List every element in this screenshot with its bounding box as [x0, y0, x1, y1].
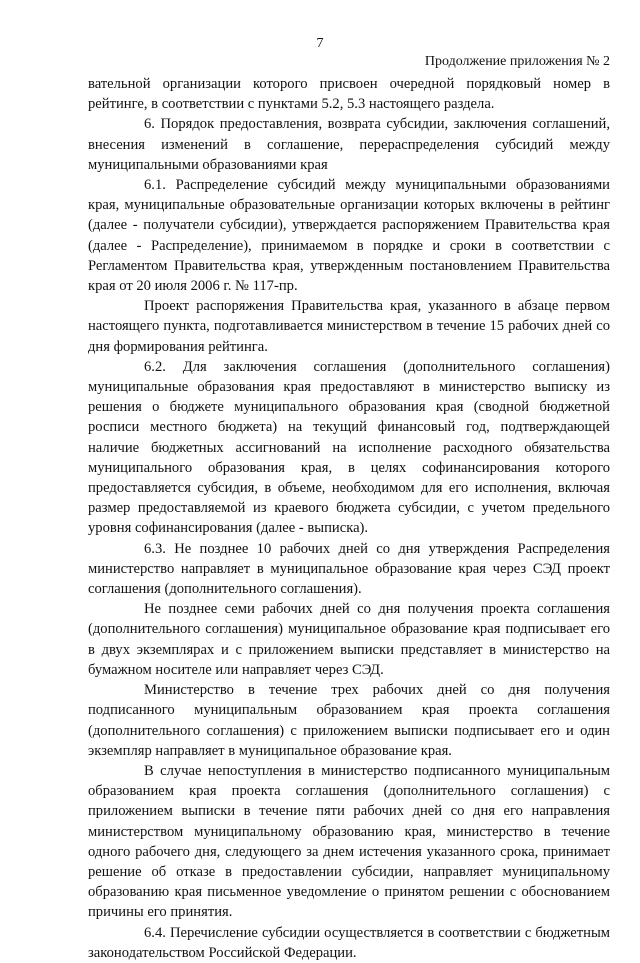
- paragraph-6-3: 6.3. Не позднее 10 рабочих дней со дня утверждения Распределения министерство направляет в муниципальное образование края через СЭД проект соглашения (дополнительного соглашения).: [88, 540, 610, 598]
- paragraph-6-3-ministry: Министерство в течение трех рабочих дней со дня получения подписанного муниципальным образованием края проекта соглашения (дополнительного соглашения) с приложением выписки подписывает его и один экземпляр направляет в муниципальное образование края.: [88, 682, 610, 759]
- paragraph-6-1: 6.1. Распределение субсидий между муниципальными образованиями края, муниципальные образовательные организации которых включены в рейтинг (далее - получатели субсидии), утверждается распоряжением Правительства края (далее - Распределение), принимаемом в порядке и сроки в соответствии с Регламентом Правительства края, утвержденным постановлением Правительства края от 20 июля 2006 г. № 117-пр.: [88, 177, 610, 295]
- document-body: [88, 74, 610, 963]
- page-number: 7: [316, 36, 324, 51]
- paragraph-6-3-signing: Не позднее семи рабочих дней со дня получения проекта соглашения (дополнительного соглашения) муниципальное образование края подписывает его в двух экземплярах и с приложением выписки представляет в министерство на бумажном носителе или направляет через СЭД.: [88, 601, 610, 678]
- paragraph-6-1-draft: Проект распоряжения Правительства края, указанного в абзаце первом настоящего пункта, подготавливается министерством в течение 15 рабочих дней со дня формирования рейтинга.: [88, 298, 610, 355]
- appendix-note: Продолжение приложения № 2: [424, 54, 610, 69]
- paragraph-section-6-heading: 6. Порядок предоставления, возврата субсидии, заключения соглашений, внесения изменений в соглашение, перераспределения субсидий между муниципальными образованиями края: [88, 116, 610, 173]
- paragraph-6-3-refusal: В случае непоступления в министерство подписанного муниципальным образованием края проекта соглашения (дополнительного соглашения) с приложением выписки в течение пяти рабочих дней со дня его направления министерством муниципальному образованию края, министерство в течение одного рабочего дня, следующего за днем истечения указанного срока, принимает решение об отказе в предоставлении субсидии, направляет муниципальному образованию края письменное уведомление о принятом решении с обоснованием причины его принятия.: [88, 762, 610, 921]
- paragraph-6-4: 6.4. Перечисление субсидии осуществляется в соответствии с бюджетным законодательством Российской Федерации.: [88, 924, 610, 961]
- paragraph-6-2: 6.2. Для заключения соглашения (дополнительного соглашения) муниципальные образования края предоставляют в министерство выписку из решения о бюджете муниципального образования края (сводной бюджетной росписи местного бюджета) на текущий финансовый год, подтверждающей наличие бюджетных ассигнований на исполнение расходного обязательства муниципального образования края, в целях софинансирования которого предоставляется субсидия, в объеме, необходимом для его исполнения, включая размер предоставляемой из краевого бюджета субсидии, с учетом предельного уровня софинансирования (далее - выписка).: [88, 358, 610, 537]
- paragraph-continuation: вательной организации которого присвоен очередной порядковый номер в рейтинге, в соответствии с пунктами 5.2, 5.3 настоящего раздела.: [88, 76, 610, 113]
